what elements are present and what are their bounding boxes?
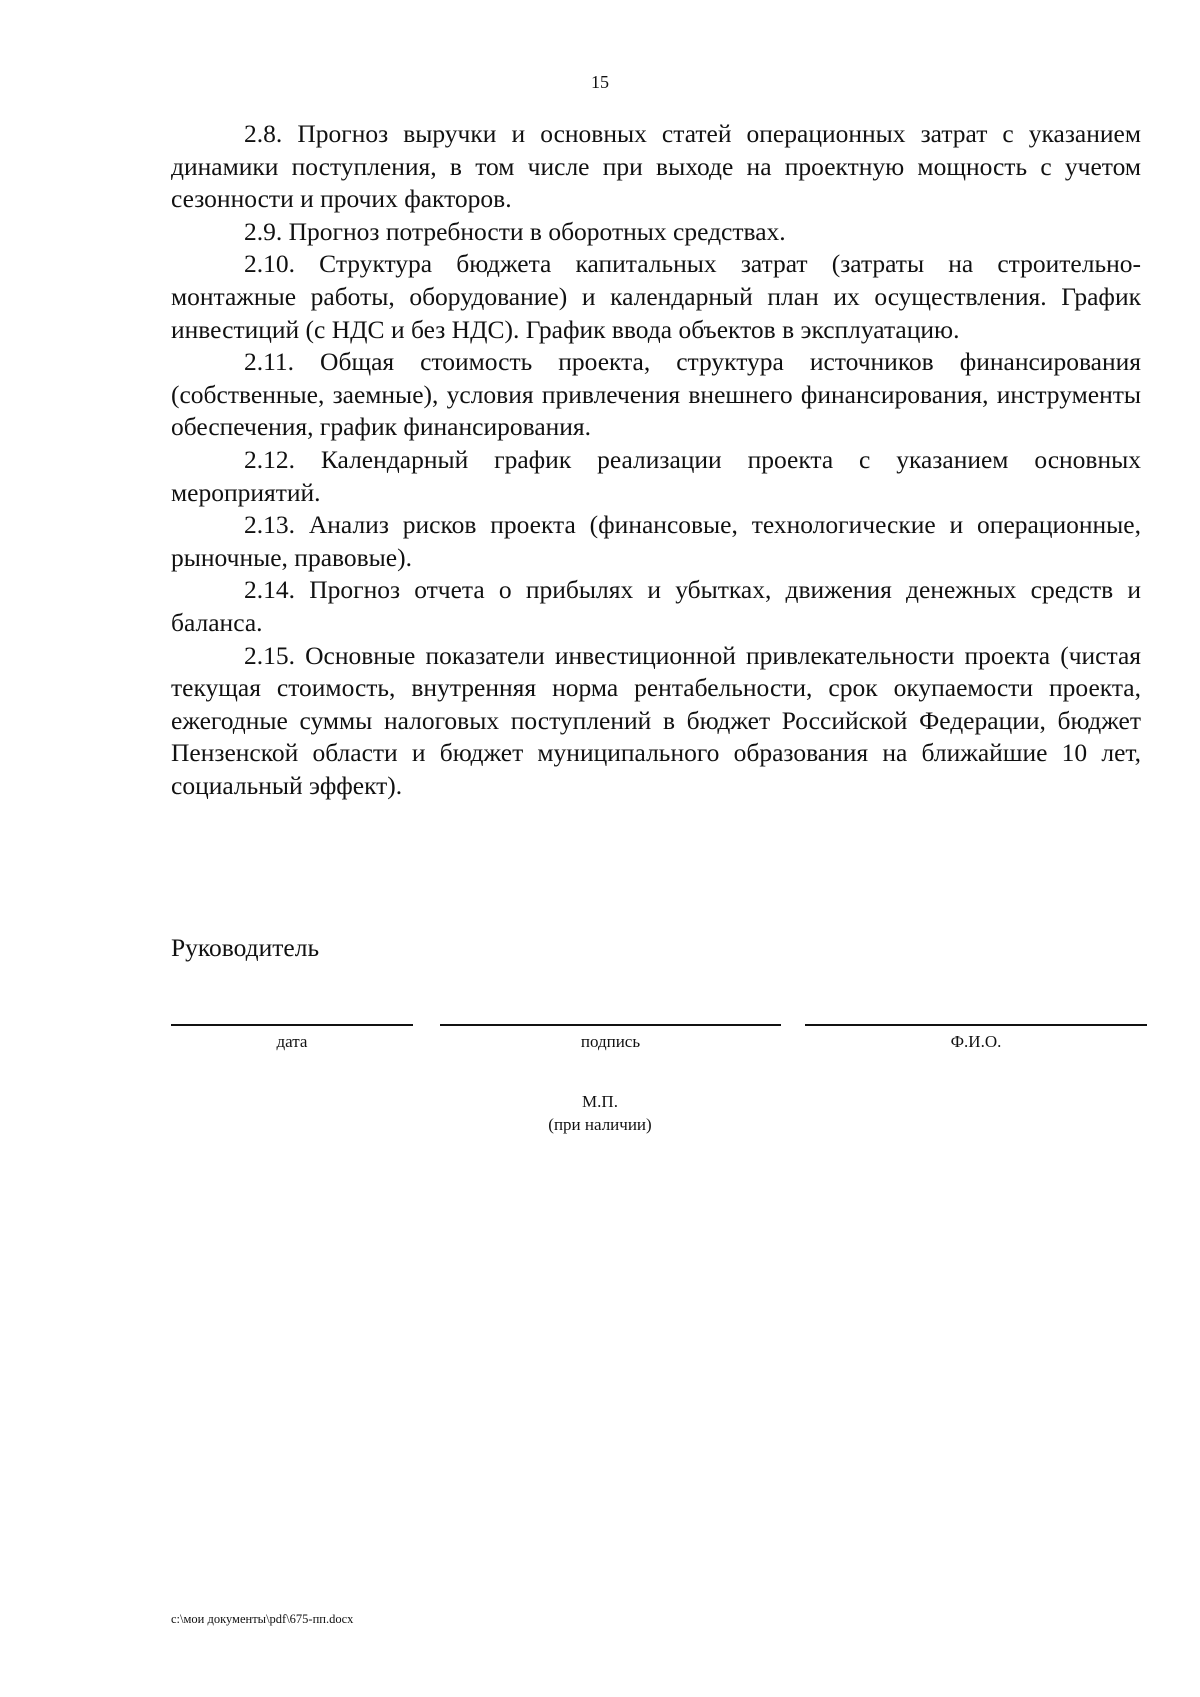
paragraph-2-15: 2.15. Основные показатели инвестиционной привлекательности проекта (чистая текущая стоимость, внутренняя норма рентабельности, срок окупаемости проекта, ежегодные суммы налоговых поступлений в бюджет Российской Федерации, бюджет Пензенской области и бюджет муниципального образования на ближайшие 10 лет, социальный эффект). xyxy=(171,640,1141,800)
footer-file-path: c:\мои документы\pdf\675-пп.docx xyxy=(171,1612,354,1626)
document-body xyxy=(171,118,1141,802)
name-caption: Ф.И.О. xyxy=(950,1032,1002,1051)
signature-line xyxy=(440,1024,781,1026)
stamp-note: (при наличии) xyxy=(548,1115,652,1134)
stamp-label: М.П. xyxy=(582,1092,618,1111)
paragraph-2-8: 2.8. Прогноз выручки и основных статей операционных затрат с указанием динамики поступления, в том числе при выходе на проектную мощность с учетом сезонности и прочих факторов. xyxy=(171,119,1141,214)
paragraph-2-11: 2.11. Общая стоимость проекта, структура источников финансирования (собственные, заемные), условия привлечения внешнего финансирования, инструменты обеспечения, график финансирования. xyxy=(171,347,1141,442)
paragraph-2-12: 2.12. Календарный график реализации проекта с указанием основных мероприятий. xyxy=(171,444,1141,507)
date-line xyxy=(171,1024,413,1026)
paragraph-2-10: 2.10. Структура бюджета капитальных затрат (затраты на строительно-монтажные работы, оборудование) и календарный план их осуществления. График инвестиций (с НДС и без НДС). График ввода объектов в эксплуатацию. xyxy=(171,249,1141,344)
date-caption: дата xyxy=(276,1032,308,1051)
name-line xyxy=(805,1024,1147,1026)
page-number: 15 xyxy=(591,72,609,92)
paragraph-2-13: 2.13. Анализ рисков проекта (финансовые, технологические и операционные, рыночные, правовые). xyxy=(171,510,1141,572)
signer-title: Руководитель xyxy=(171,933,320,962)
stamp-block xyxy=(0,1090,1200,1136)
signature-caption: подпись xyxy=(580,1032,641,1051)
paragraph-2-9: 2.9. Прогноз потребности в оборотных средствах. xyxy=(244,216,786,246)
paragraph-2-14: 2.14. Прогноз отчета о прибылях и убытках, движения денежных средств и баланса. xyxy=(171,575,1141,637)
